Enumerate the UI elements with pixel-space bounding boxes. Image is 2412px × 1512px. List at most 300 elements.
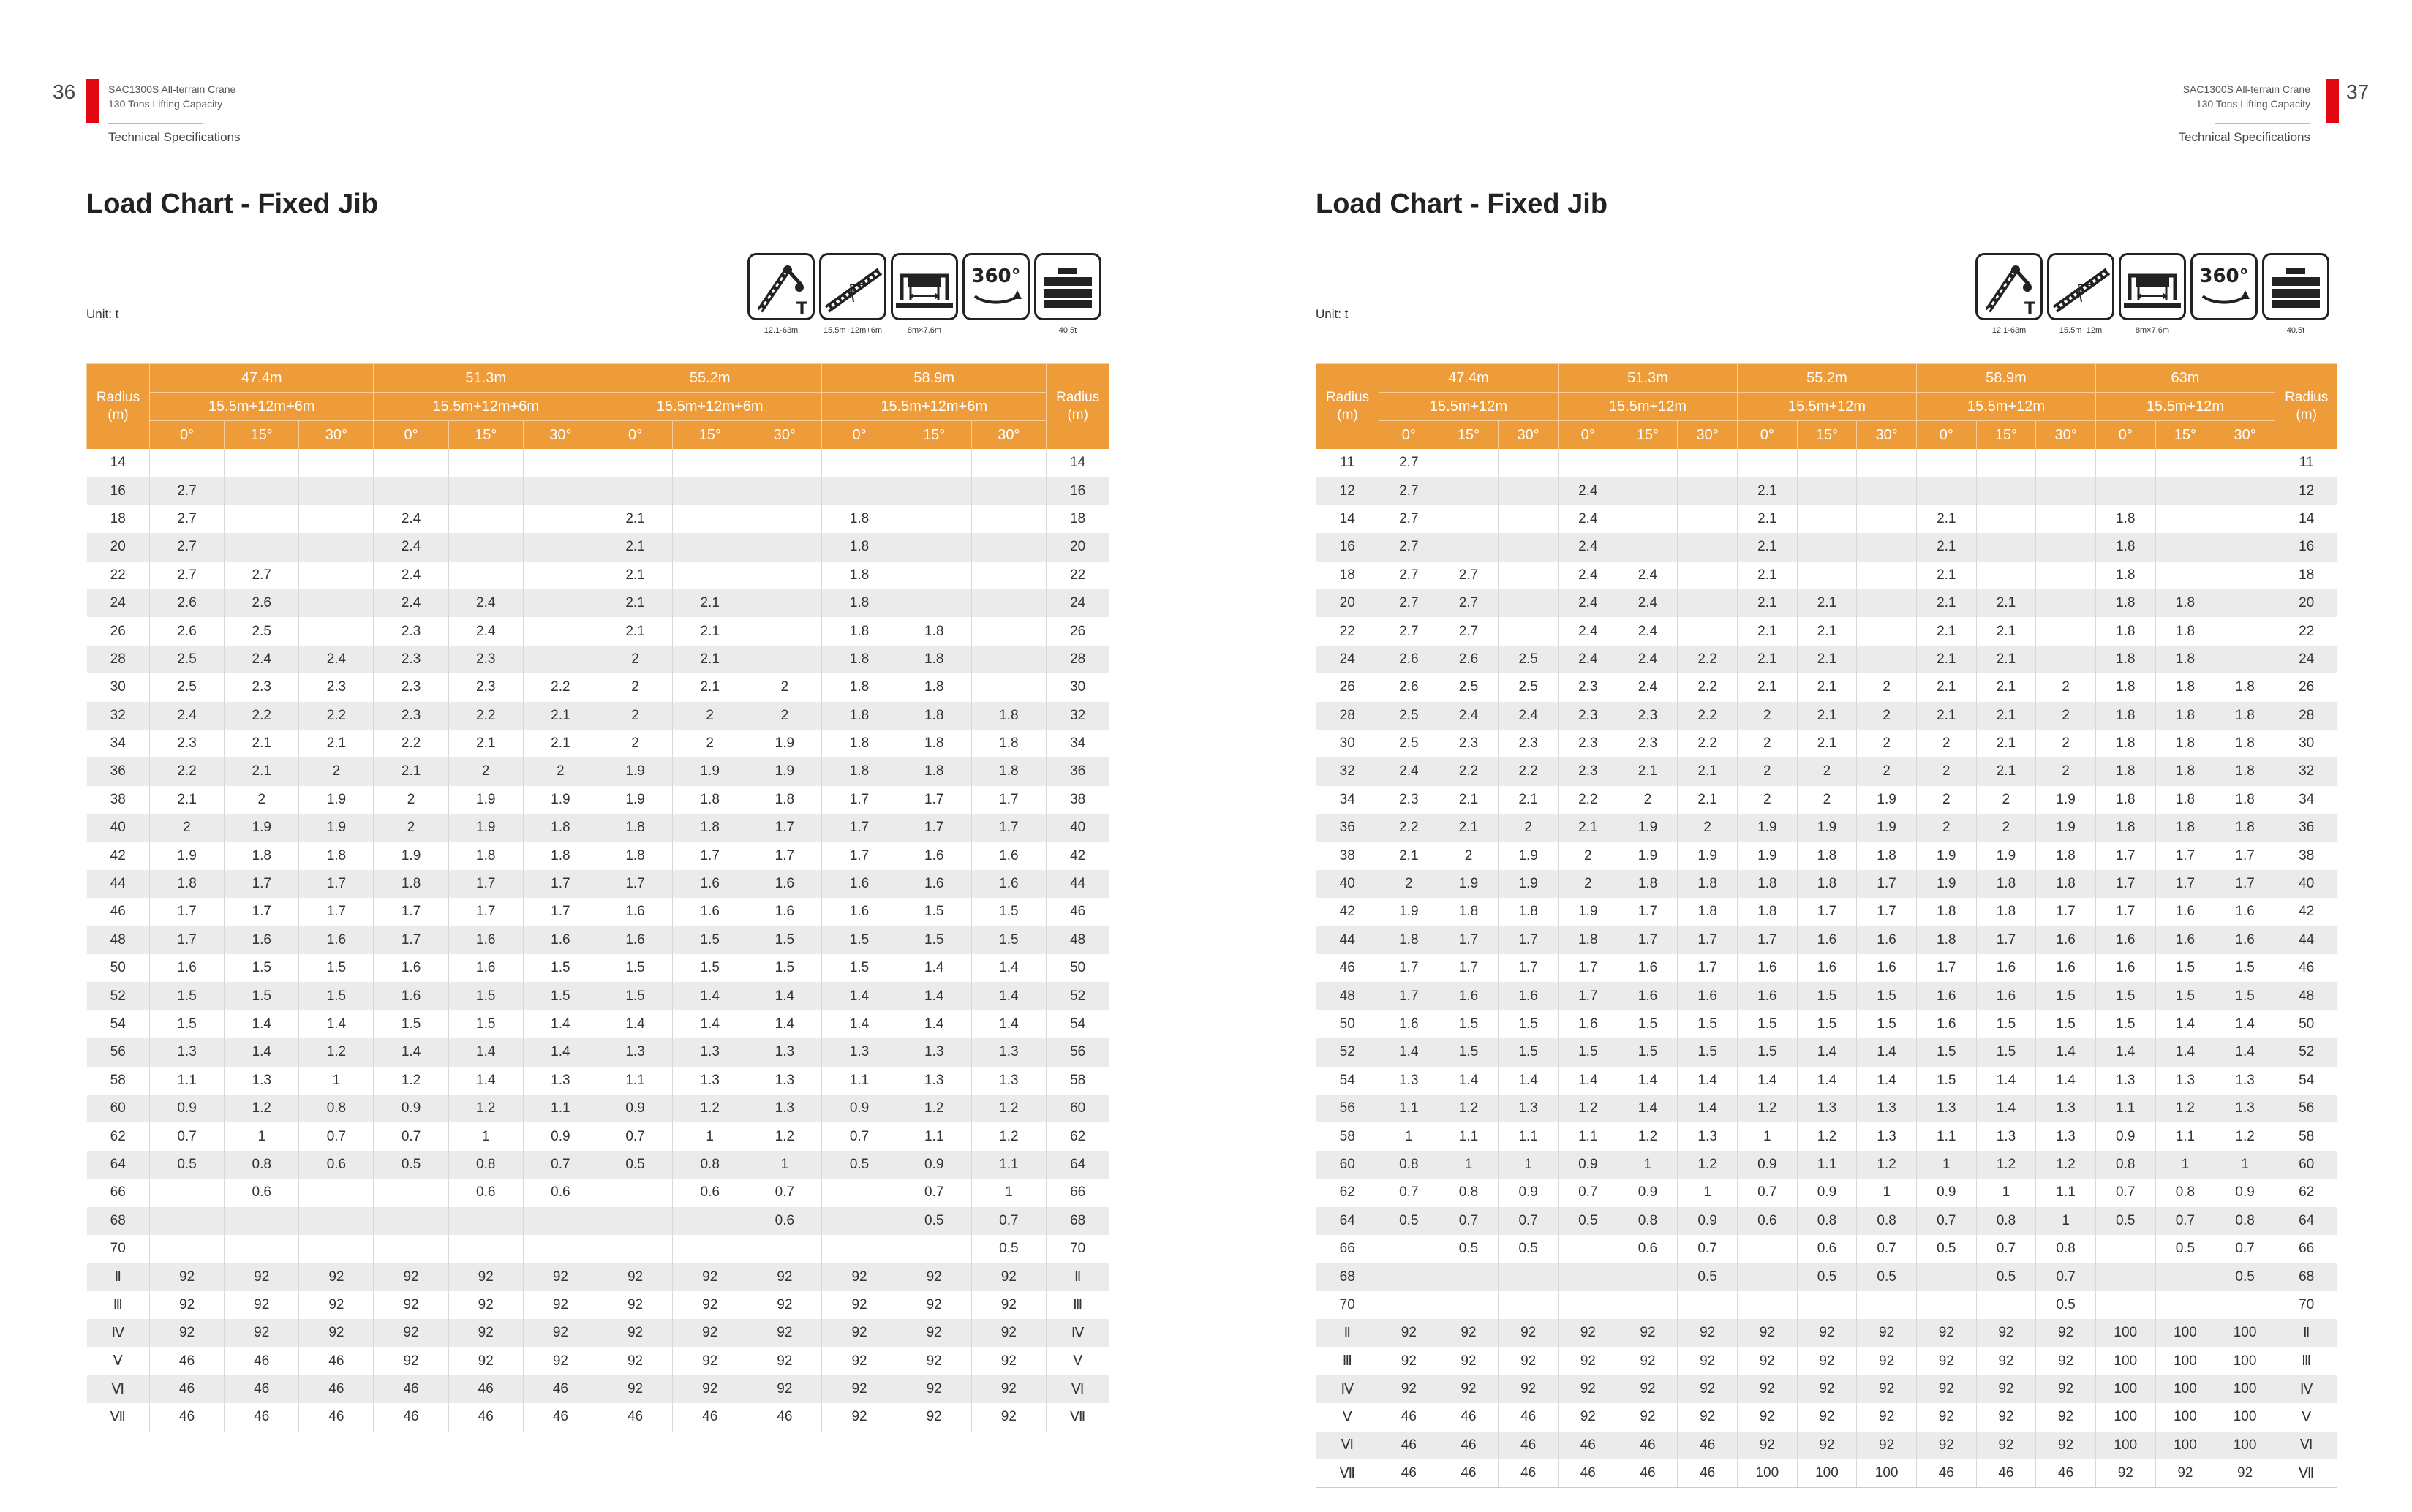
load-cell: 0.8 bbox=[2155, 1179, 2215, 1206]
radius-cell: 28 bbox=[1046, 646, 1109, 673]
load-cell bbox=[523, 1207, 598, 1235]
load-cell bbox=[2155, 533, 2215, 561]
load-cell: 0.9 bbox=[598, 1095, 672, 1122]
load-cell: 0.7 bbox=[2095, 1179, 2155, 1206]
load-cell: 2.1 bbox=[1797, 646, 1857, 673]
load-cell: 1.7 bbox=[897, 786, 971, 814]
load-cell: 1.6 bbox=[1976, 954, 2036, 982]
table-row bbox=[1316, 1010, 2338, 1038]
load-cell: 2 bbox=[1857, 757, 1917, 785]
angle-header: 15° bbox=[1439, 421, 1499, 450]
radius-cell: 50 bbox=[110, 960, 126, 976]
load-cell: 1.8 bbox=[1976, 898, 2036, 926]
load-cell bbox=[374, 449, 448, 477]
load-cell: 1.5 bbox=[1737, 1038, 1797, 1066]
unit-label: Unit: t bbox=[86, 307, 119, 321]
load-cell: 2.3 bbox=[150, 730, 225, 757]
load-cell: 2.4 bbox=[374, 505, 448, 533]
table-row bbox=[87, 1347, 1109, 1375]
load-cell bbox=[1439, 449, 1499, 477]
table-row bbox=[1316, 1067, 2338, 1095]
header-row bbox=[87, 364, 1109, 393]
load-cell: 2 bbox=[2036, 757, 2096, 785]
radius-cell: 22 bbox=[1339, 623, 1355, 639]
table-header bbox=[1316, 364, 2338, 450]
load-cell: 1.1 bbox=[523, 1095, 598, 1122]
table-row bbox=[87, 533, 1109, 561]
load-cell: 0.8 bbox=[1439, 1179, 1499, 1206]
load-cell bbox=[1678, 589, 1738, 617]
load-cell: 1.3 bbox=[2215, 1095, 2275, 1122]
load-cell: 0.9 bbox=[2095, 1122, 2155, 1150]
load-cell: 0.8 bbox=[2036, 1235, 2096, 1263]
load-cell bbox=[2155, 449, 2215, 477]
load-cell bbox=[673, 505, 747, 533]
load-cell: 2.1 bbox=[1976, 702, 2036, 730]
table-row bbox=[87, 589, 1109, 617]
load-cell: 1.4 bbox=[747, 1010, 822, 1038]
radius-cell: 36 bbox=[2275, 814, 2337, 842]
load-cell bbox=[1499, 562, 1559, 589]
load-cell: 2.4 bbox=[1618, 673, 1678, 701]
radius-cell: 30 bbox=[1046, 673, 1109, 701]
load-cell: 1 bbox=[747, 1151, 822, 1179]
load-cell: 1.4 bbox=[822, 982, 897, 1010]
load-cell: 1.5 bbox=[747, 954, 822, 982]
table-row bbox=[1316, 982, 2338, 1010]
load-cell bbox=[1379, 1235, 1439, 1263]
load-cell: 1.5 bbox=[1678, 1038, 1738, 1066]
radius-cell: 32 bbox=[1046, 702, 1109, 730]
load-cell: 0.5 bbox=[598, 1151, 672, 1179]
load-cell: 2.7 bbox=[1439, 617, 1499, 645]
table-row bbox=[1316, 562, 2338, 589]
load-cell bbox=[150, 449, 225, 477]
load-cell: 2.1 bbox=[1737, 617, 1797, 645]
radius-cell: 16 bbox=[1316, 533, 1379, 561]
load-cell: 1.9 bbox=[1558, 898, 1618, 926]
load-cell: 2.2 bbox=[1678, 673, 1738, 701]
radius-cell: 46 bbox=[1046, 898, 1109, 926]
load-cell: 92 bbox=[225, 1319, 299, 1347]
load-cell: 1 bbox=[1379, 1122, 1439, 1150]
load-cell: 0.5 bbox=[2095, 1207, 2155, 1235]
load-cell: 100 bbox=[2095, 1347, 2155, 1375]
load-cell: 92 bbox=[1976, 1319, 2036, 1347]
load-cell: 92 bbox=[1737, 1432, 1797, 1459]
load-cell bbox=[2095, 1263, 2155, 1290]
radius-cell: 42 bbox=[110, 847, 126, 863]
load-cell: 0.6 bbox=[1618, 1235, 1678, 1263]
load-cell: 2.2 bbox=[1439, 757, 1499, 785]
load-cell: 1.7 bbox=[523, 898, 598, 926]
load-cell: 1.8 bbox=[673, 814, 747, 842]
load-cell: 2.4 bbox=[1379, 757, 1439, 785]
load-cell bbox=[2215, 589, 2275, 617]
load-cell bbox=[747, 533, 822, 561]
load-cell bbox=[1916, 1291, 1976, 1319]
load-cell: 0.9 bbox=[897, 1151, 971, 1179]
table-row bbox=[1316, 646, 2338, 673]
load-cell: 1.4 bbox=[2155, 1010, 2215, 1038]
load-cell bbox=[1857, 562, 1917, 589]
load-cell: 92 bbox=[1797, 1403, 1857, 1431]
load-cell bbox=[2215, 646, 2275, 673]
load-cell bbox=[822, 449, 897, 477]
load-cell bbox=[747, 589, 822, 617]
load-cell: 2.1 bbox=[598, 505, 672, 533]
load-cell bbox=[1618, 1263, 1678, 1290]
load-cell: 1.5 bbox=[673, 954, 747, 982]
table-header bbox=[87, 364, 1109, 450]
load-cell bbox=[1558, 1263, 1618, 1290]
load-cell: 1.5 bbox=[225, 982, 299, 1010]
load-cell: 92 bbox=[1737, 1319, 1797, 1347]
table-row bbox=[1316, 1235, 2338, 1263]
load-cell bbox=[448, 477, 523, 504]
load-cell: 2.5 bbox=[150, 646, 225, 673]
load-cell: 46 bbox=[1439, 1403, 1499, 1431]
load-cell: 0.5 bbox=[1857, 1263, 1917, 1290]
load-cell: 0.8 bbox=[2095, 1151, 2155, 1179]
load-cell bbox=[2036, 477, 2096, 504]
load-cell: 1.7 bbox=[747, 842, 822, 869]
table-row bbox=[87, 702, 1109, 730]
radius-cell: 42 bbox=[2275, 898, 2337, 926]
load-cell: 1.7 bbox=[1379, 954, 1439, 982]
load-cell: 100 bbox=[2215, 1403, 2275, 1431]
jib-config-header: 15.5m+12m+6m bbox=[374, 393, 598, 421]
load-cell: 0.5 bbox=[2155, 1235, 2215, 1263]
load-cell: 1 bbox=[1976, 1179, 2036, 1206]
load-cell bbox=[225, 477, 299, 504]
page-number: 36 bbox=[53, 80, 76, 103]
table-row bbox=[1316, 898, 2338, 926]
load-cell: 2.1 bbox=[1916, 533, 1976, 561]
load-cell: 1.8 bbox=[2215, 702, 2275, 730]
page-title: Load Chart - Fixed Jib bbox=[86, 189, 379, 219]
load-cell: 92 bbox=[1916, 1375, 1976, 1403]
load-cell: 1.7 bbox=[1678, 954, 1738, 982]
load-cell bbox=[1857, 589, 1917, 617]
load-cell: 1.8 bbox=[374, 870, 448, 898]
load-cell: 1.5 bbox=[523, 954, 598, 982]
radius-cell: Ⅶ bbox=[1316, 1459, 1379, 1488]
load-cell: 1.7 bbox=[1618, 926, 1678, 954]
radius-cell: 68 bbox=[1046, 1207, 1109, 1235]
load-cell bbox=[1499, 477, 1559, 504]
load-cell: 1.4 bbox=[822, 1010, 897, 1038]
load-cell: 1.4 bbox=[673, 1010, 747, 1038]
load-cell: 1.8 bbox=[2155, 617, 2215, 645]
load-cell: 1.6 bbox=[2036, 926, 2096, 954]
table-row bbox=[87, 898, 1109, 926]
radius-cell: Ⅲ bbox=[113, 1297, 123, 1313]
load-cell: 2.1 bbox=[1916, 589, 1976, 617]
load-cell: 92 bbox=[1737, 1347, 1797, 1375]
load-cell: 2 bbox=[1558, 842, 1618, 869]
load-cell bbox=[1857, 449, 1917, 477]
load-cell: 46 bbox=[1439, 1432, 1499, 1459]
radius-header: Radius (m) bbox=[1316, 364, 1379, 450]
load-cell: 2.7 bbox=[225, 562, 299, 589]
radius-cell: 28 bbox=[1316, 702, 1379, 730]
load-cell: 0.6 bbox=[1737, 1207, 1797, 1235]
load-cell: 92 bbox=[598, 1263, 672, 1290]
load-cell bbox=[2215, 562, 2275, 589]
load-cell: 0.7 bbox=[971, 1207, 1046, 1235]
load-cell: 46 bbox=[1499, 1459, 1559, 1488]
load-cell: 92 bbox=[2036, 1319, 2096, 1347]
table-row bbox=[1316, 1038, 2338, 1066]
radius-cell: 40 bbox=[1316, 870, 1379, 898]
load-cell: 1.2 bbox=[2155, 1095, 2215, 1122]
table-body bbox=[1316, 449, 2338, 1488]
load-cell: 1.8 bbox=[150, 870, 225, 898]
load-cell: 1.8 bbox=[1499, 898, 1559, 926]
radius-cell: 52 bbox=[87, 982, 150, 1010]
load-cell: 0.7 bbox=[897, 1179, 971, 1206]
load-cell: 1 bbox=[448, 1122, 523, 1150]
table-row bbox=[87, 505, 1109, 533]
boom-length-header: 55.2m bbox=[1737, 364, 1916, 393]
angle-header: 30° bbox=[1857, 421, 1917, 450]
load-cell: 92 bbox=[1916, 1432, 1976, 1459]
load-cell bbox=[299, 1207, 374, 1235]
load-cell: 1.4 bbox=[971, 982, 1046, 1010]
radius-cell: Ⅶ bbox=[1046, 1403, 1109, 1432]
load-cell: 1.6 bbox=[299, 926, 374, 954]
load-cell: 46 bbox=[598, 1403, 672, 1432]
load-cell: 2.1 bbox=[1618, 757, 1678, 785]
radius-cell: 70 bbox=[2275, 1291, 2337, 1319]
table-row bbox=[87, 477, 1109, 504]
table-row bbox=[1316, 1151, 2338, 1179]
load-cell: 2 bbox=[374, 814, 448, 842]
load-cell: 2 bbox=[1439, 842, 1499, 869]
load-cell bbox=[598, 449, 672, 477]
load-cell: 1.5 bbox=[1499, 1010, 1559, 1038]
load-cell: 1.9 bbox=[299, 786, 374, 814]
load-cell: 1.8 bbox=[1618, 870, 1678, 898]
load-cell bbox=[2036, 449, 2096, 477]
load-cell: 2 bbox=[1976, 814, 2036, 842]
load-cell bbox=[2155, 562, 2215, 589]
load-cell: 2.3 bbox=[1499, 730, 1559, 757]
load-cell: 2.1 bbox=[374, 757, 448, 785]
load-cell: 1.3 bbox=[1797, 1095, 1857, 1122]
load-cell: 2.4 bbox=[1558, 646, 1618, 673]
header-row bbox=[1316, 393, 2338, 421]
load-cell: 1.5 bbox=[1737, 1010, 1797, 1038]
load-cell: 46 bbox=[225, 1403, 299, 1432]
radius-cell: 44 bbox=[87, 870, 150, 898]
load-cell: 0.7 bbox=[598, 1122, 672, 1150]
load-cell: 1.9 bbox=[1499, 870, 1559, 898]
load-cell: 2.1 bbox=[225, 757, 299, 785]
radius-cell: 56 bbox=[1316, 1095, 1379, 1122]
load-cell: 2 bbox=[1857, 702, 1917, 730]
load-cell: 1.4 bbox=[1678, 1067, 1738, 1095]
load-cell: 2.1 bbox=[1737, 562, 1797, 589]
load-cell: 1.3 bbox=[747, 1038, 822, 1066]
load-cell bbox=[1439, 505, 1499, 533]
load-cell: 1.7 bbox=[1558, 982, 1618, 1010]
load-cell: 1.8 bbox=[2095, 617, 2155, 645]
load-cell: 0.7 bbox=[2036, 1263, 2096, 1290]
load-cell: 2.3 bbox=[225, 673, 299, 701]
load-cell: 0.7 bbox=[1976, 1235, 2036, 1263]
load-cell: 1.4 bbox=[1618, 1067, 1678, 1095]
load-cell: 1.9 bbox=[448, 814, 523, 842]
load-cell: 1.7 bbox=[225, 898, 299, 926]
load-cell: 92 bbox=[1857, 1375, 1917, 1403]
load-cell: 1.6 bbox=[1678, 982, 1738, 1010]
load-cell: 1.9 bbox=[598, 757, 672, 785]
load-cell: 0.6 bbox=[448, 1179, 523, 1206]
load-cell: 1.1 bbox=[1439, 1122, 1499, 1150]
load-cell: 1.3 bbox=[673, 1038, 747, 1066]
load-cell: 1.3 bbox=[1499, 1095, 1559, 1122]
load-cell: 2 bbox=[598, 702, 672, 730]
load-cell: 1.6 bbox=[2095, 954, 2155, 982]
load-cell bbox=[1737, 1291, 1797, 1319]
jib-config-header: 15.5m+12m+6m bbox=[598, 393, 821, 421]
load-cell: 2 bbox=[1379, 870, 1439, 898]
table-row bbox=[87, 617, 1109, 645]
load-cell: 0.5 bbox=[971, 1235, 1046, 1263]
load-cell: 92 bbox=[598, 1375, 672, 1403]
load-cell: 1.8 bbox=[2095, 646, 2155, 673]
load-cell: 92 bbox=[1857, 1403, 1917, 1431]
jib-boom-icon bbox=[747, 253, 815, 320]
load-cell: 2.1 bbox=[1797, 617, 1857, 645]
load-cell: 2 bbox=[1737, 786, 1797, 814]
load-cell: 46 bbox=[1558, 1459, 1618, 1488]
load-cell: 1.7 bbox=[2095, 898, 2155, 926]
radius-cell: 14 bbox=[1046, 449, 1109, 477]
load-cell bbox=[299, 449, 374, 477]
load-cell: 46 bbox=[225, 1375, 299, 1403]
load-cell bbox=[1857, 533, 1917, 561]
load-cell: 0.9 bbox=[150, 1095, 225, 1122]
load-cell bbox=[1797, 533, 1857, 561]
radius-cell: 62 bbox=[110, 1128, 126, 1144]
load-cell bbox=[822, 477, 897, 504]
page-right bbox=[1206, 0, 2412, 1512]
load-cell bbox=[1797, 505, 1857, 533]
table-row bbox=[1316, 1122, 2338, 1150]
load-cell: 100 bbox=[2095, 1319, 2155, 1347]
load-cell bbox=[971, 449, 1046, 477]
load-cell: 1.2 bbox=[971, 1122, 1046, 1150]
radius-cell: 16 bbox=[1046, 477, 1109, 504]
load-cell bbox=[1916, 1263, 1976, 1290]
load-cell: 1.8 bbox=[897, 757, 971, 785]
load-cell: 1.8 bbox=[2155, 702, 2215, 730]
load-cell: 1.3 bbox=[598, 1038, 672, 1066]
load-cell: 1.4 bbox=[1976, 1095, 2036, 1122]
load-cell: 1.6 bbox=[598, 898, 672, 926]
load-cell bbox=[523, 646, 598, 673]
table-row bbox=[87, 1179, 1109, 1206]
load-cell: 1.5 bbox=[1558, 1038, 1618, 1066]
load-cell: 1.5 bbox=[1857, 1010, 1917, 1038]
load-cell: 2.3 bbox=[1618, 702, 1678, 730]
load-cell: 1.5 bbox=[1857, 982, 1917, 1010]
table-row bbox=[1316, 786, 2338, 814]
table-body bbox=[87, 449, 1109, 1432]
table-row bbox=[1316, 1319, 2338, 1347]
radius-cell: 24 bbox=[1316, 646, 1379, 673]
load-cell: 2.7 bbox=[1379, 589, 1439, 617]
load-cell: 92 bbox=[2036, 1375, 2096, 1403]
load-cell: 0.7 bbox=[150, 1122, 225, 1150]
load-cell: 1.1 bbox=[822, 1067, 897, 1095]
load-cell bbox=[1439, 477, 1499, 504]
load-cell: 1.2 bbox=[1618, 1122, 1678, 1150]
load-cell: 46 bbox=[1379, 1459, 1439, 1488]
load-cell: 2.1 bbox=[1797, 702, 1857, 730]
load-cell: 2 bbox=[2036, 673, 2096, 701]
load-cell: 1.5 bbox=[971, 898, 1046, 926]
load-cell: 2.4 bbox=[1439, 702, 1499, 730]
load-cell: 1.8 bbox=[897, 617, 971, 645]
load-cell: 2.1 bbox=[1916, 646, 1976, 673]
angle-header: 0° bbox=[1916, 421, 1976, 450]
load-cell: 92 bbox=[1379, 1375, 1439, 1403]
load-cell: 2.1 bbox=[1558, 814, 1618, 842]
load-cell: 1.5 bbox=[1678, 1010, 1738, 1038]
load-cell: 2 bbox=[374, 786, 448, 814]
load-cell: 92 bbox=[747, 1319, 822, 1347]
load-cell: 100 bbox=[1857, 1459, 1917, 1488]
load-cell: 1.4 bbox=[1797, 1038, 1857, 1066]
load-cell: 46 bbox=[374, 1403, 448, 1432]
load-cell: 1.4 bbox=[2215, 1038, 2275, 1066]
radius-cell: Ⅴ bbox=[1046, 1347, 1109, 1375]
load-cell: 0.8 bbox=[673, 1151, 747, 1179]
load-cell: 92 bbox=[822, 1403, 897, 1432]
load-cell: 100 bbox=[2215, 1375, 2275, 1403]
load-cell: 46 bbox=[2036, 1459, 2096, 1488]
load-cell bbox=[2155, 1263, 2215, 1290]
load-cell: 1.9 bbox=[225, 814, 299, 842]
load-cell bbox=[1499, 1291, 1559, 1319]
load-cell bbox=[747, 449, 822, 477]
load-cell: 1.7 bbox=[225, 870, 299, 898]
load-cell: 1.6 bbox=[1499, 982, 1559, 1010]
load-cell: 0.8 bbox=[1976, 1207, 2036, 1235]
angle-header: 0° bbox=[598, 421, 672, 450]
load-cell: 1.2 bbox=[374, 1067, 448, 1095]
angle-header: 0° bbox=[150, 421, 225, 450]
load-cell: 2.1 bbox=[673, 646, 747, 673]
radius-cell: 60 bbox=[1316, 1151, 1379, 1179]
rotation-label: 360° bbox=[2199, 265, 2249, 287]
load-cell: 2.1 bbox=[1916, 673, 1976, 701]
icon-caption: 40.5t bbox=[1058, 326, 1077, 335]
load-cell: 46 bbox=[1558, 1432, 1618, 1459]
load-cell: 1.6 bbox=[822, 898, 897, 926]
load-cell: 100 bbox=[2155, 1432, 2215, 1459]
radius-cell: 42 bbox=[1339, 904, 1355, 920]
radius-cell: 64 bbox=[1046, 1151, 1109, 1179]
load-cell: 1.9 bbox=[1737, 814, 1797, 842]
load-cell bbox=[1976, 562, 2036, 589]
table-row bbox=[1316, 870, 2338, 898]
load-cell: 1.8 bbox=[1439, 898, 1499, 926]
